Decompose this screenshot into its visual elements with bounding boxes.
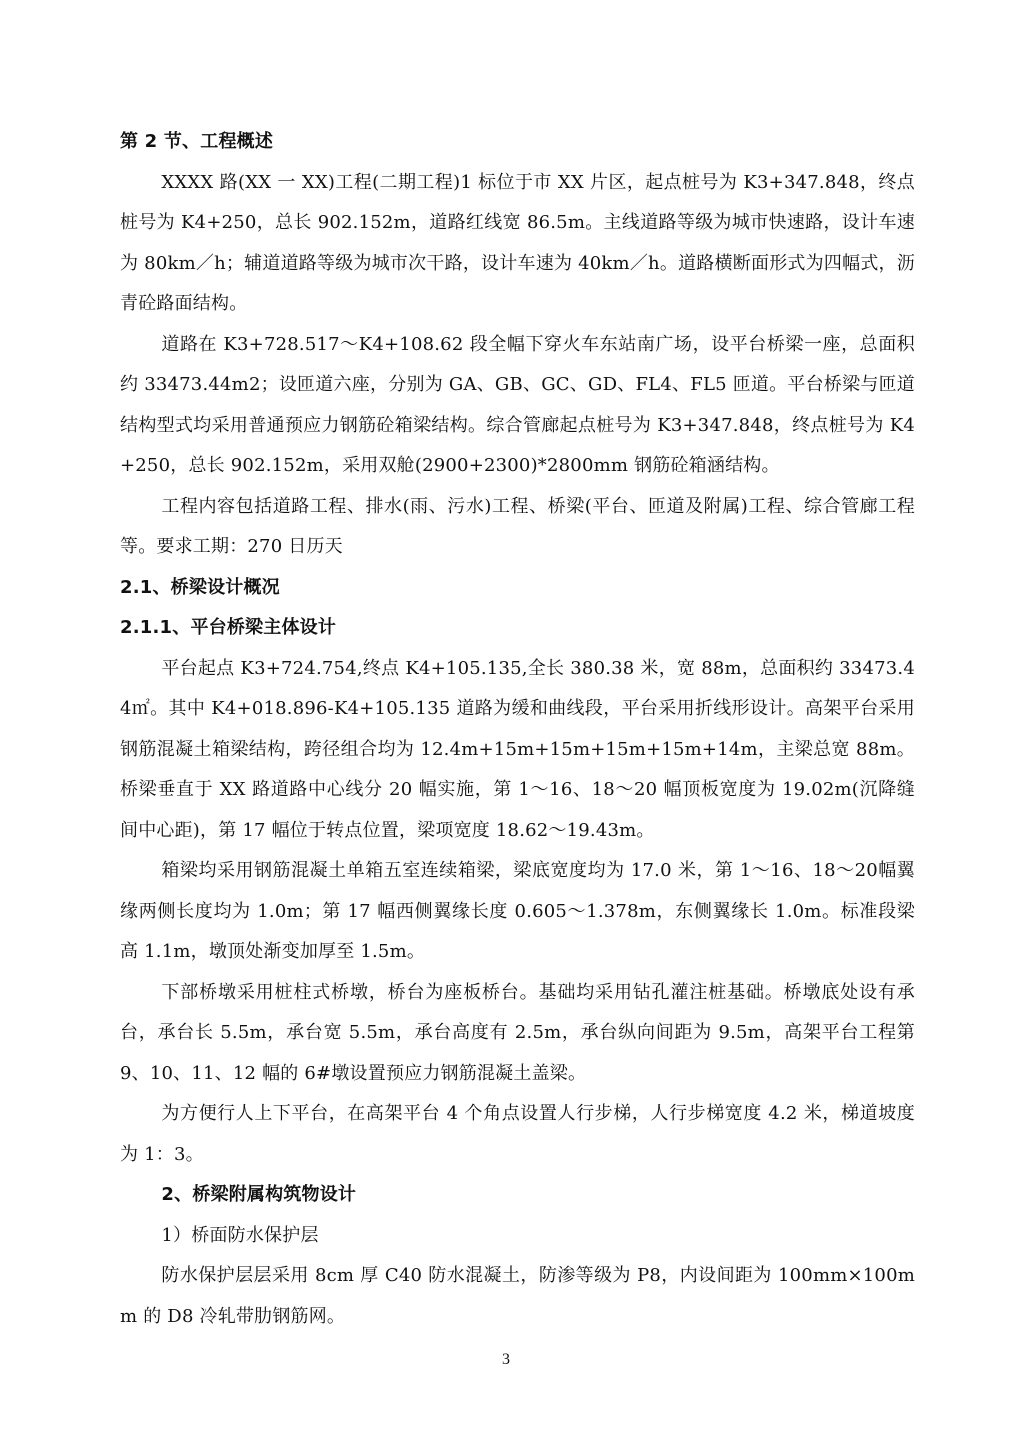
page-content [120, 122, 915, 1337]
bridge-accessory-heading: 2、桥梁附属构筑物设计 [161, 1184, 357, 1205]
page-number: 3 [502, 1351, 510, 1368]
pedestrian-stair-paragraph: 为方便行人上下平台，在高架平台 4 个角点设置人行步梯，人行步梯宽度 4.2 米，梯道坡度为 1：3。 [120, 1103, 915, 1165]
bridge-design-heading: 2.1、桥梁设计概况 [120, 576, 280, 598]
deck-waterproof-item: 1）桥面防水保护层 [161, 1224, 319, 1246]
substructure-paragraph: 下部桥墩采用桩柱式桥墩，桥台为座板桥台。基础均采用钻孔灌注桩基础。桥墩底处设有承台，承台长 5.5m，承台宽 5.5m，承台高度有 2.5m，承台纵向间距为 9.5m，高架平台工程第 9、10、11、12 幅的 6#墩设置预应力钢筋混凝土盖梁。 [120, 981, 915, 1084]
project-location-paragraph: XXXX 路(XX 一 XX)工程(二期工程)1 标位于市 XX 片区，起点桩号为 K3+347.848，终点桩号为 K4+250，总长 902.152m，道路红线宽 86.5m。主线道路等级为城市快速路，设计车速为 80km／h；辅道道路等级为城市次干路，设计车速为 40km／h。道路横断面形式为四幅式，沥青砼路面结构。 [120, 171, 915, 314]
section-title: 第 2 节、工程概述 [120, 131, 274, 152]
box-girder-paragraph: 箱梁均采用钢筋混凝土单箱五室连续箱梁，梁底宽度均为 17.0 米，第 1～16、18～20幅翼缘两侧长度均为 1.0m；第 17 幅西侧翼缘长度 0.605～1.378m，东侧翼缘长 1.0m。标准段梁高 1.1m，墩顶处渐变加厚至 1.5m。 [120, 860, 915, 962]
project-content-paragraph: 工程内容包括道路工程、排水(雨、污水)工程、桥梁(平台、匝道及附属)工程、综合管廊工程等。要求工期：270 日历天 [120, 495, 915, 557]
platform-bridge-paragraph: 平台起点 K3+724.754,终点 K4+105.135,全长 380.38 米，宽 88m，总面积约 33473.44㎡。其中 K4+018.896-K4+105.135 道路为缓和曲线段，平台采用折线形设计。高架平台采用钢筋混凝土箱梁结构，跨径组合均为 12.4m+15m+15m+15m+15m+14m，主梁总宽 88m。桥梁垂直于 XX 路道路中心线分 20 幅实施，第 1～16、18～20 幅顶板宽度为 19.02m(沉降缝间中心距)，第 17 幅位于转点位置，梁项宽度 18.62～19.43m。 [120, 657, 915, 841]
project-bridge-summary-paragraph: 道路在 K3+728.517～K4+108.62 段全幅下穿火车东站南广场，设平台桥梁一座，总面积约 33473.44m2；设匝道六座，分别为 GA、GB、GC、GD、FL4、FL5 匝道。平台桥梁与匝道结构型式均采用普通预应力钢筋砼箱梁结构。综合管廊起点桩号为 K3+347.848，终点桩号为 K4+250，总长 902.152m，采用双舱(2900+2300)*2800mm 钢筋砼箱涵结构。 [120, 333, 915, 476]
waterproof-layer-paragraph: 防水保护层层采用 8cm 厚 C40 防水混凝土，防渗等级为 P8，内设间距为 100mm×100mm 的 D8 冷轧带肋钢筋网。 [120, 1265, 915, 1327]
platform-bridge-design-heading: 2.1.1、平台桥梁主体设计 [120, 617, 337, 638]
